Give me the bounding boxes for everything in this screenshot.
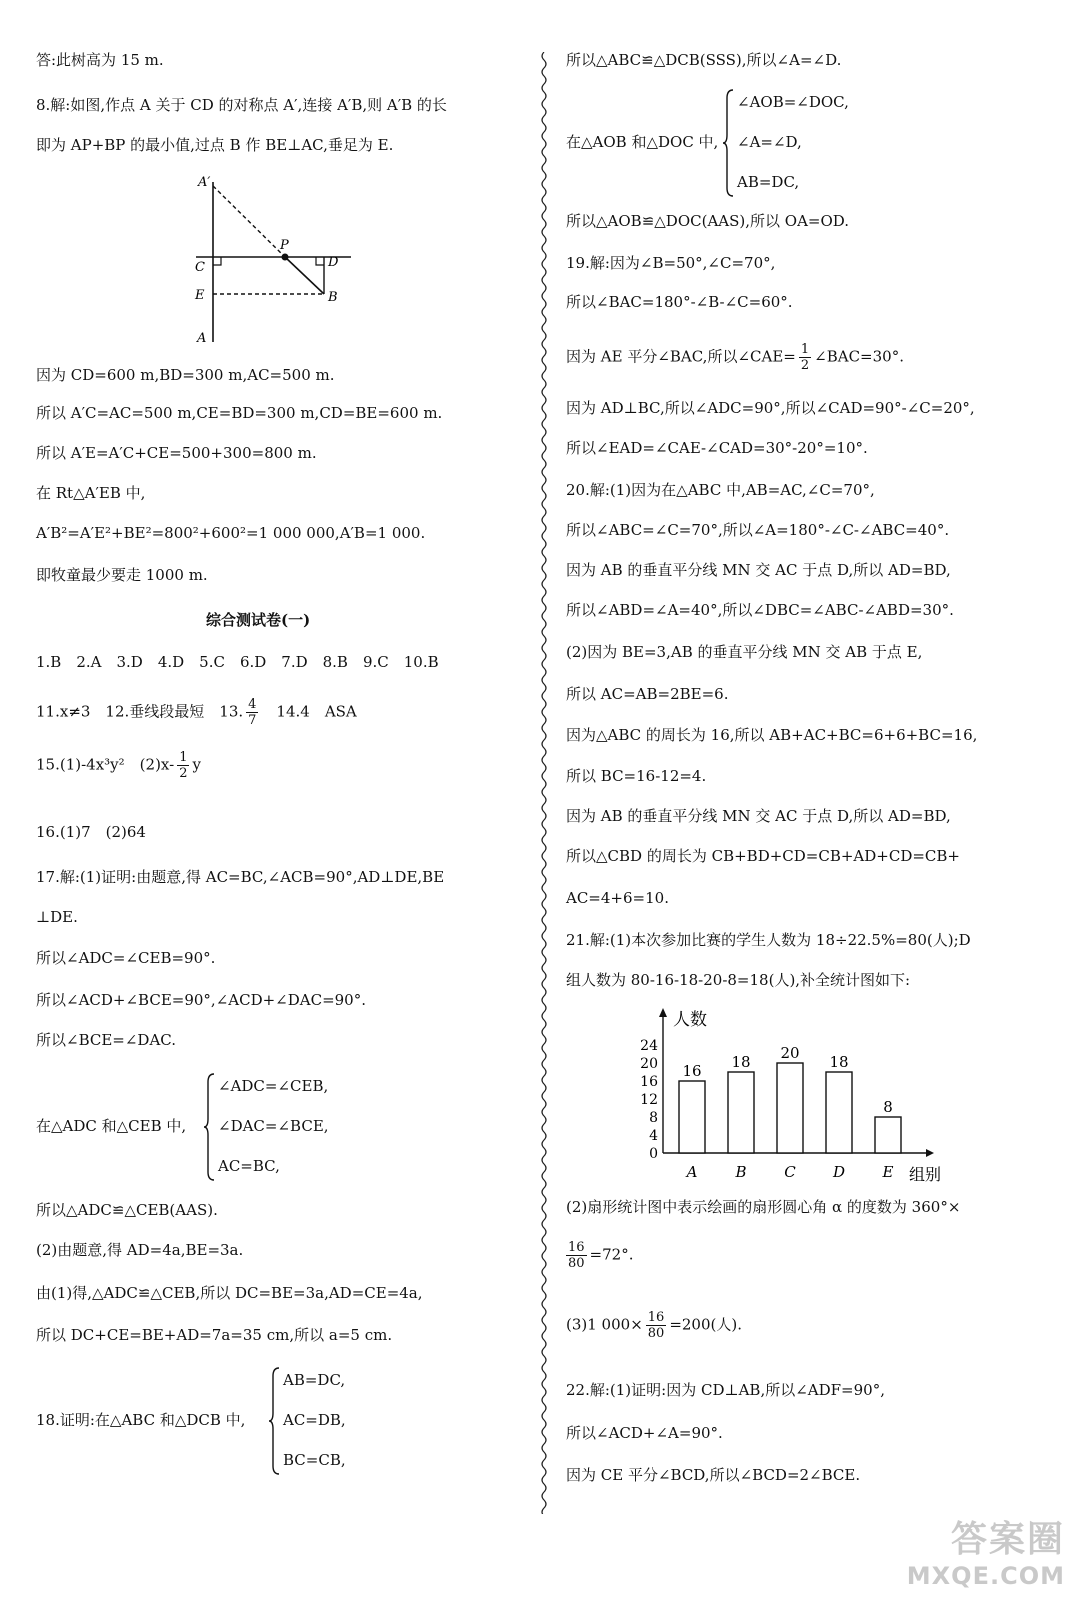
- text-line: 所以∠ACD+∠BCE=90°,∠ACD+∠DAC=90°.: [36, 991, 366, 1009]
- label-b: B: [328, 290, 338, 305]
- text-line: 所以 AC=AB=2BE=6.: [566, 685, 729, 703]
- text-line: A′B²=A′E²+BE²=800²+600²=1 000 000,A′B=1 000.: [36, 524, 426, 542]
- text-line: 在△AOB 和△DOC 中,: [566, 133, 719, 151]
- y-tick-label: 4: [649, 1128, 658, 1144]
- watermark-title: 答案圈: [950, 1519, 1065, 1560]
- text-line: 所以△AOB≌△DOC(AAS),所以 OA=OD.: [566, 212, 850, 230]
- condition: AB=DC,: [283, 1371, 346, 1389]
- text-line: 因为 AD⊥BC,所以∠ADC=90°,所以∠CAD=90°-∠C=20°,: [566, 399, 975, 417]
- text-line: 所以∠ACD+∠A=90°.: [566, 1424, 723, 1442]
- brace: [723, 88, 735, 198]
- x-tick-label: A: [686, 1163, 698, 1181]
- text-line: 所以△ABC≌△DCB(SSS),所以∠A=∠D.: [566, 51, 842, 69]
- fraction: $\frac{1}{2}$: [179, 750, 188, 781]
- text-line: 所以△ADC≌△CEB(AAS).: [36, 1201, 218, 1219]
- text-line: 由(1)得,△ADC≌△CEB,所以 DC=BE=3a,AD=CE=4a,: [36, 1284, 423, 1302]
- condition: ∠ADC=∠CEB,: [218, 1077, 329, 1095]
- label-c: C: [195, 260, 205, 275]
- text-line: (2)由题意,得 AD=4a,BE=3a.: [36, 1241, 244, 1259]
- bar: [826, 1072, 852, 1153]
- text-line: 所以∠BAC=180°-∠B-∠C=60°.: [566, 293, 793, 311]
- text-line: 所以∠BCE=∠DAC.: [36, 1031, 177, 1049]
- problem-17-line-2: ⊥DE.: [36, 908, 78, 926]
- bar-value-label: 8: [883, 1098, 893, 1116]
- bar: [875, 1117, 901, 1153]
- section-title: 综合测试卷(一): [206, 611, 311, 629]
- text-line: 组人数为 80-16-18-20-8=18(人),补全统计图如下:: [566, 971, 911, 989]
- text-line: 所以∠ABC=∠C=70°,所以∠A=180°-∠C-∠ABC=40°.: [566, 521, 950, 539]
- text-segment: ∠BAC=30°.: [814, 347, 904, 366]
- watermark: [907, 1511, 1065, 1590]
- condition: ∠DAC=∠BCE,: [218, 1117, 329, 1135]
- text-line: (2)扇形统计图中表示绘画的扇形圆心角 α 的度数为 360°×: [566, 1198, 961, 1216]
- bar-value-label: 16: [682, 1062, 702, 1080]
- text-line: 在△ADC 和△CEB 中,: [36, 1117, 187, 1135]
- text-line: AC=4+6=10.: [566, 889, 669, 907]
- condition: AC=DB,: [283, 1411, 346, 1429]
- bar: [679, 1081, 705, 1153]
- text-line: 所以 BC=16-12=4.: [566, 767, 707, 785]
- label-e: E: [195, 288, 205, 303]
- text-line: [566, 1310, 742, 1341]
- text-line: [566, 1240, 633, 1271]
- divider-line: [542, 52, 546, 1514]
- y-tick-label: 8: [649, 1110, 658, 1126]
- problem-8-line-1: 8.解:如图,作点 A 关于 CD 的对称点 A′,连接 A′B,则 A′B 的长: [36, 96, 447, 114]
- label-a-prime: A′: [198, 175, 211, 190]
- bar-value-label: 18: [731, 1053, 751, 1071]
- text-line: 在 Rt△A′EB 中,: [36, 484, 146, 502]
- condition: BC=CB,: [283, 1451, 346, 1469]
- text-line: 因为 CE 平分∠BCD,所以∠BCD=2∠BCE.: [566, 1466, 861, 1484]
- text-line: 所以∠ABD=∠A=40°,所以∠DBC=∠ABC-∠ABD=30°.: [566, 601, 954, 619]
- text-line: [566, 342, 904, 373]
- text-line: 因为 AB 的垂直平分线 MN 交 AC 于点 D,所以 AD=BD,: [566, 807, 951, 825]
- text-line: 所以∠ADC=∠CEB=90°.: [36, 949, 216, 967]
- column-divider: [539, 52, 549, 1514]
- bar: [728, 1072, 754, 1153]
- brace: [269, 1366, 281, 1476]
- x-axis-arrow: [926, 1149, 934, 1157]
- bar-value-label: 18: [829, 1053, 849, 1071]
- condition: ∠A=∠D,: [737, 133, 802, 151]
- fraction: $\frac{16}{80}$: [568, 1240, 585, 1271]
- problem-17-line-1: 17.解:(1)证明:由题意,得 AC=BC,∠ACB=90°,AD⊥DE,BE: [36, 868, 445, 886]
- text-line: 所以△CBD 的周长为 CB+BD+CD=CB+AD+CD=CB+: [566, 847, 960, 865]
- text-line: 答:此树高为 15 m.: [36, 51, 164, 69]
- answer-16: 16.(1)7 (2)64: [36, 823, 146, 841]
- problem-21-line: 21.解:(1)本次参加比赛的学生人数为 18÷22.5%=80(人);D: [566, 931, 971, 949]
- y-tick-label: 0: [649, 1146, 658, 1162]
- x-tick-label: E: [882, 1163, 894, 1181]
- problem-20-line: 20.解:(1)因为在△ABC 中,AB=AC,∠C=70°,: [566, 481, 875, 499]
- y-tick-label: 16: [640, 1074, 658, 1090]
- answer-text: 11.x≠3 12.垂线段最短 13.: [36, 702, 244, 721]
- text-line: (2)因为 BE=3,AB 的垂直平分线 MN 交 AB 于点 E,: [566, 643, 923, 661]
- text-line: 因为 CD=600 m,BD=300 m,AC=500 m.: [36, 366, 335, 384]
- answer-text: y: [192, 755, 201, 774]
- problem-19-line: 19.解:因为∠B=50°,∠C=70°,: [566, 254, 776, 272]
- answer-text: 15.(1)-4x³y² (2)x-: [36, 755, 175, 774]
- answer-text: 14.4 ASA: [261, 702, 357, 721]
- y-tick-label: 24: [640, 1038, 658, 1054]
- x-tick-label: C: [784, 1163, 796, 1181]
- x-axis-label: 组别: [909, 1165, 942, 1184]
- text-line: 即牧童最少要走 1000 m.: [36, 566, 208, 584]
- y-tick-label: 20: [640, 1056, 658, 1072]
- answer-15: [36, 750, 201, 781]
- text-segment: (3)1 000×: [566, 1315, 643, 1334]
- y-tick-label: 12: [640, 1092, 658, 1108]
- text-segment: =72°.: [589, 1245, 634, 1264]
- x-tick-label: D: [832, 1163, 846, 1181]
- problem-8-line-2: 即为 AP+BP 的最小值,过点 B 作 BE⊥AC,垂足为 E.: [36, 136, 394, 154]
- answers-1-10: 1.B 2.A 3.D 4.D 5.C 6.D 7.D 8.B 9.C 10.B: [36, 653, 439, 671]
- condition: ∠AOB=∠DOC,: [737, 93, 849, 111]
- label-a: A: [197, 331, 207, 346]
- fraction: $\frac{16}{80}$: [647, 1310, 665, 1341]
- y-axis-label: 人数: [673, 1010, 707, 1030]
- x-tick-label: B: [735, 1163, 747, 1181]
- text-line: 所以 A′C=AC=500 m,CE=BD=300 m,CD=BE=600 m.: [36, 404, 443, 422]
- watermark-url: MXQE.COM: [906, 1562, 1065, 1590]
- bar-chart: [621, 1003, 951, 1188]
- y-axis-arrow: [659, 1008, 667, 1017]
- answers-11-14: [36, 697, 357, 728]
- problem-18-line: 18.证明:在△ABC 和△DCB 中,: [36, 1411, 246, 1429]
- label-d: D: [328, 255, 339, 270]
- text-line: 所以 DC+CE=BE+AD=7a=35 cm,所以 a=5 cm.: [36, 1326, 393, 1344]
- text-segment: 因为 AE 平分∠BAC,所以∠CAE=: [566, 347, 796, 366]
- condition: AC=BC,: [218, 1157, 280, 1175]
- bar: [777, 1063, 803, 1153]
- label-p: P: [280, 238, 289, 253]
- text-line: 所以 A′E=A′C+CE=500+300=800 m.: [36, 444, 317, 462]
- text-line: 因为 AB 的垂直平分线 MN 交 AC 于点 D,所以 AD=BD,: [566, 561, 951, 579]
- fraction: $\frac{4}{7}$: [248, 697, 257, 728]
- text-line: 所以∠EAD=∠CAE-∠CAD=30°-20°=10°.: [566, 439, 868, 457]
- brace: [204, 1072, 216, 1182]
- text-segment: =200(人).: [669, 1315, 742, 1334]
- geometry-figure: [186, 170, 361, 350]
- text-line: 因为△ABC 的周长为 16,所以 AB+AC+BC=6+6+BC=16,: [566, 726, 978, 744]
- fraction: $\frac{1}{2}$: [800, 342, 810, 373]
- problem-22-line: 22.解:(1)证明:因为 CD⊥AB,所以∠ADF=90°,: [566, 1381, 885, 1399]
- bar-value-label: 20: [780, 1044, 800, 1062]
- condition: AB=DC,: [737, 173, 800, 191]
